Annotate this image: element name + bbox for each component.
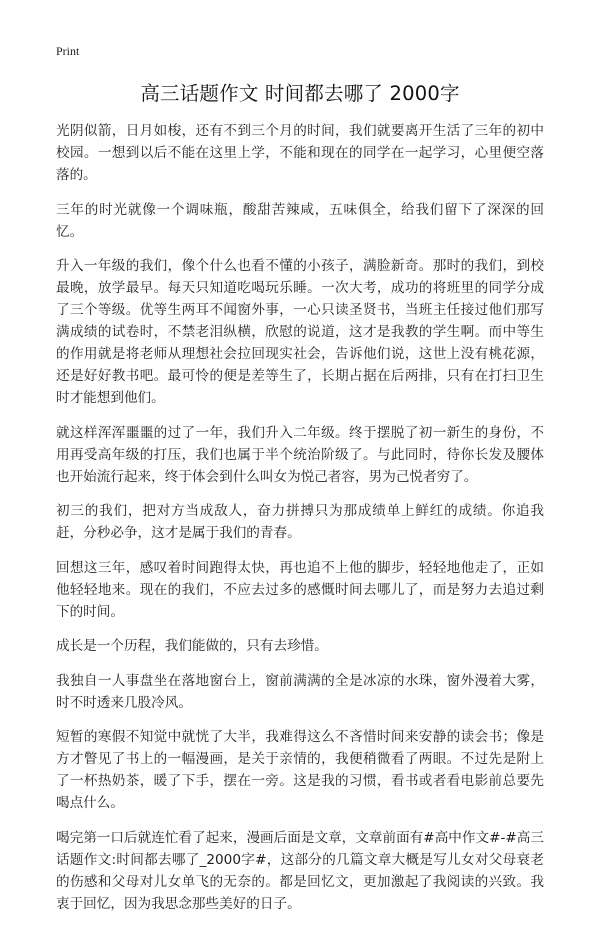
- page-title: 高三话题作文 时间都去哪了 2000字: [140, 82, 460, 105]
- paragraph-2: 三年的时光就像一个调味瓶，酸甜苦辣咸，五味俱全，给我们留下了深深的回忆。: [56, 201, 544, 240]
- paragraph-9: 短暂的寒假不知觉中就恍了大半，我难得这么不吝惜时间来安静的读会书；像是方才瞥见了书上的一幅漫画，是关于亲情的，我便稍微看了两眼。不过先是附上了一杯热奶茶，暖了下手，摆在一旁。这是我的习惯，看书或者看电影前总要先喝点什么。: [56, 729, 544, 811]
- paragraph-6: 回想这三年，感叹着时间跑得太快，再也追不上他的脚步，轻轻地他走了，正如他轻轻地来。现在的我们，不应去过多的感慨时间去哪儿了，而是努力去追过剩下的时间。: [56, 559, 544, 620]
- paragraph-10: 喝完第一口后就连忙看了起来，漫画后面是文章，文章前面有#高中作文#-#高三话题作文:时间都去哪了_2000字#，这部分的几篇文章大概是写儿女对父母衰老的伤感和父母对儿女单飞的无奈的。都是回忆文，更加激起了我阅读的兴致。我衷于回忆，因为我思念那些美好的日子。: [56, 829, 544, 912]
- paragraph-3: 升入一年级的我们，像个什么也看不懂的小孩子，满脸新奇。那时的我们，到校最晚，放学最早。每天只知道吃喝玩乐睡。一次大考，成功的将班里的同学分成了三个等级。优等生两耳不闻窗外事，一心只读圣贤书，当班主任接过他们那写满成绩的试卷时，不禁老泪纵横，欣慰的说道，这才是我教的学生啊。而中等生的作用就是将老师从理想社会拉回现实社会，告诉他们说，这世上没有桃花源，还是好好教书吧。最可怜的便是差等生了，长期占据在后两排，只有在打扫卫生时才能想到他们。: [56, 258, 544, 406]
- paragraph-4: 就这样浑浑噩噩的过了一年，我们升入二年级。终于摆脱了初一新生的身份，不用再受高年级的打压，我们也属于半个统治阶级了。与此同时，待你长发及腰体也开始流行起来，终于体会到什么叫女为悦己者容，男为己悦者穷了。: [56, 424, 544, 485]
- print-link[interactable]: Print: [56, 44, 80, 58]
- paragraph-1: 光阴似箭，日月如梭，还有不到三个月的时间，我们就要离开生活了三年的初中校园。一想到以后不能在这里上学，不能和现在的同学在一起学习，心里便空落落的。: [56, 123, 544, 183]
- paragraph-7: 成长是一个历程，我们能做的，只有去珍惜。: [56, 638, 328, 654]
- article-body: [56, 120, 544, 927]
- paragraph-8: 我独自一人事盘坐在落地窗台上，窗前满满的全是冰凉的水珠，窗外漫着大雾，时不时透来几股冷风。: [56, 672, 544, 711]
- paragraph-5: 初三的我们，把对方当成敌人，奋力拼搏只为那成绩单上鲜红的成绩。你追我赶，分秒必争，这才是属于我们的青春。: [56, 503, 544, 541]
